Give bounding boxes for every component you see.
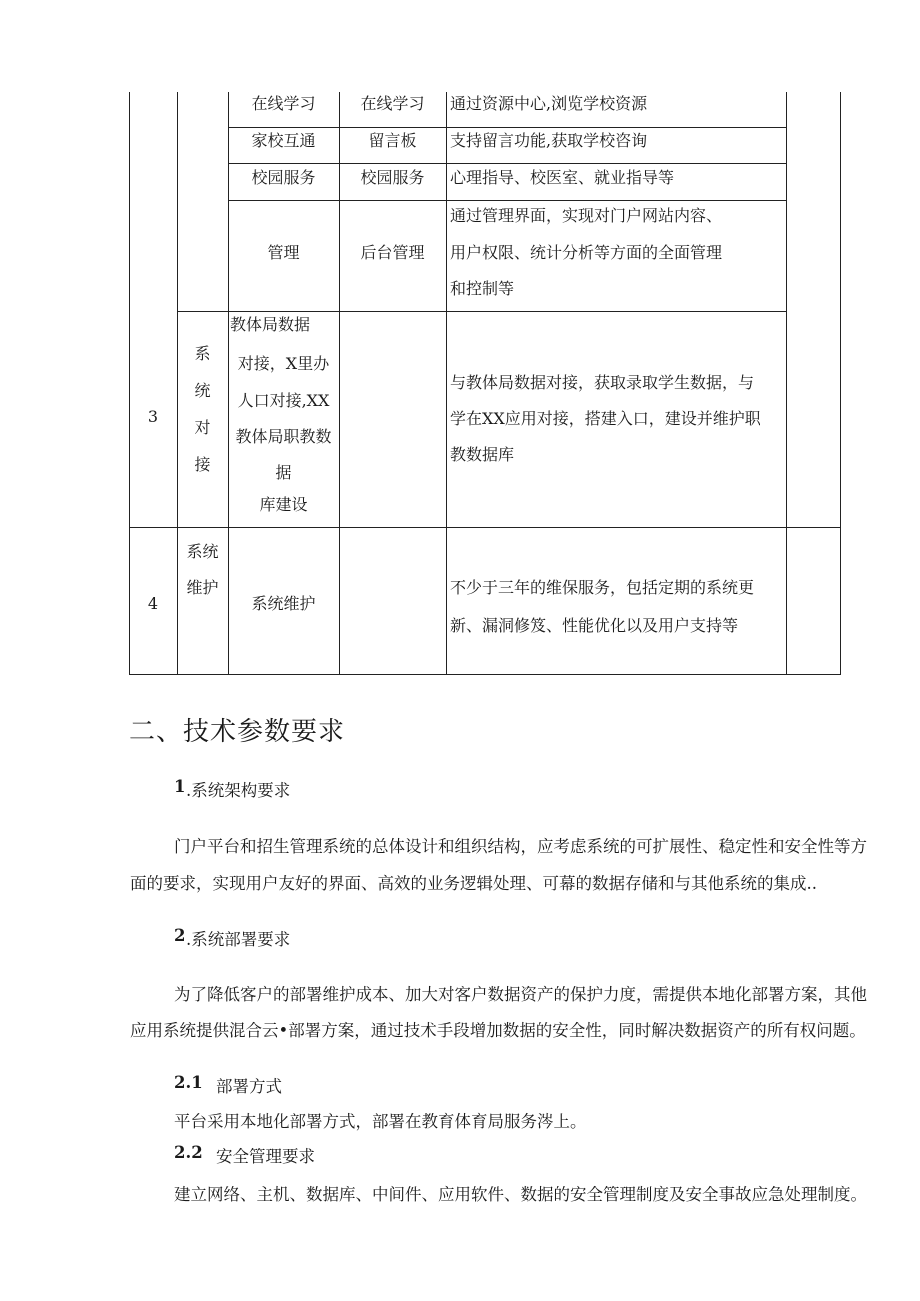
table-cell-category-line: 系统 <box>186 542 219 561</box>
table-cell-module: 管理 <box>267 243 300 262</box>
section-heading: 二、技术参数要求 <box>129 717 346 747</box>
table-cell-function: 后台管理 <box>360 243 425 262</box>
subsection-title: 部署方式 <box>216 1077 282 1096</box>
table-cell-category-char: 统 <box>194 381 211 400</box>
table-cell-module-line: 据 <box>275 463 292 482</box>
paragraph-line: 应用系统提供混合云•部署方案，通过技术手段增加数据的安全性，同时解决数据资产的所有权问题。 <box>130 1021 866 1040</box>
subsection-number: 2 <box>174 926 186 945</box>
table-cell-desc-line: 教数据库 <box>450 445 515 464</box>
table-cell-function: 留言板 <box>368 131 417 150</box>
table-col-line <box>786 92 787 675</box>
subsection-number: 1 <box>174 777 186 796</box>
table-cell-module: 在线学习 <box>251 94 316 113</box>
table-cell-module: 家校互通 <box>251 131 316 150</box>
table-border-bottom <box>129 674 841 675</box>
table-row-line <box>129 527 841 528</box>
table-cell-desc-line: 与教体局数据对接，获取录取学生数据，与 <box>450 373 755 392</box>
paragraph-line: 建立网络、主机、数据库、中间件、应用软件、数据的安全管理制度及安全事故应急处理制度。 <box>174 1185 867 1204</box>
table-cell-desc: 心理指导、校医室、就业指导等 <box>450 168 675 187</box>
table-cell-desc-line: 通过管理界面，实现对门户网站内容、 <box>450 206 723 225</box>
table-row-line <box>228 200 787 201</box>
table-cell-desc-line: 新、漏洞修笈、性能优化以及用户支持等 <box>450 616 739 635</box>
table-cell-module-line: 教体局数据 <box>230 315 311 334</box>
table-cell-category-line: 维护 <box>186 578 219 597</box>
table-cell-category-char: 接 <box>194 455 211 474</box>
table-cell-desc: 支持留言功能,获取学校咨询 <box>450 131 648 150</box>
table-cell-category-char: 系 <box>194 344 211 363</box>
table-cell-no: 3 <box>147 407 159 426</box>
table-cell-category-char: 对 <box>194 418 211 437</box>
paragraph-line: 门户平台和招生管理系统的总体设计和组织结构，应考虑系统的可扩展性、稳定性和安全性等方 <box>174 837 867 856</box>
table-cell-module-line: 库建设 <box>259 495 308 514</box>
table-cell-module-line: 教体局职教数 <box>235 427 332 446</box>
paragraph-line: 面的要求，实现用户友好的界面、高效的业务逻辑处理、可幕的数据存储和与其他系统的集成.. <box>130 874 817 893</box>
table-cell-desc-line: 不少于三年的维保服务，包括定期的系统更 <box>450 578 755 597</box>
paragraph-line: 为了降低客户的部署维护成本、加大对客户数据资产的保护力度，需提供本地化部署方案，其他 <box>174 985 867 1004</box>
table-cell-function: 在线学习 <box>360 94 425 113</box>
table-cell-module: 校园服务 <box>251 168 316 187</box>
table-row-line <box>177 311 787 312</box>
subsection-title: 安全管理要求 <box>216 1147 315 1166</box>
table-border-right <box>840 92 841 675</box>
subsection-number: 2.1 <box>174 1073 203 1092</box>
table-row-line <box>228 163 787 164</box>
table-col-line <box>446 92 447 675</box>
table-cell-module: 系统维护 <box>251 594 316 613</box>
subsection-title: .系统架构要求 <box>186 781 291 800</box>
table-border-left <box>129 92 130 675</box>
table-cell-function: 校园服务 <box>360 168 425 187</box>
table-cell-module-line: 对接，X里办 <box>237 354 330 373</box>
table-cell-desc-line: 用户权限、统计分析等方面的全面管理 <box>450 243 723 262</box>
table-row-line <box>228 127 787 128</box>
table-cell-desc: 通过资源中心,浏览学校资源 <box>450 94 648 113</box>
table-cell-no: 4 <box>147 594 159 613</box>
paragraph-line: 平台采用本地化部署方式，部署在教育体育局服务涔上。 <box>174 1112 587 1131</box>
subsection-number: 2.2 <box>174 1143 203 1162</box>
table-cell-module-line: 人口对接,XX <box>237 391 330 410</box>
table-cell-desc-line: 和控制等 <box>450 279 515 298</box>
table-cell-desc-line: 学在XX应用对接，搭建入口，建设并维护职 <box>450 409 761 428</box>
subsection-title: .系统部署要求 <box>186 930 291 949</box>
